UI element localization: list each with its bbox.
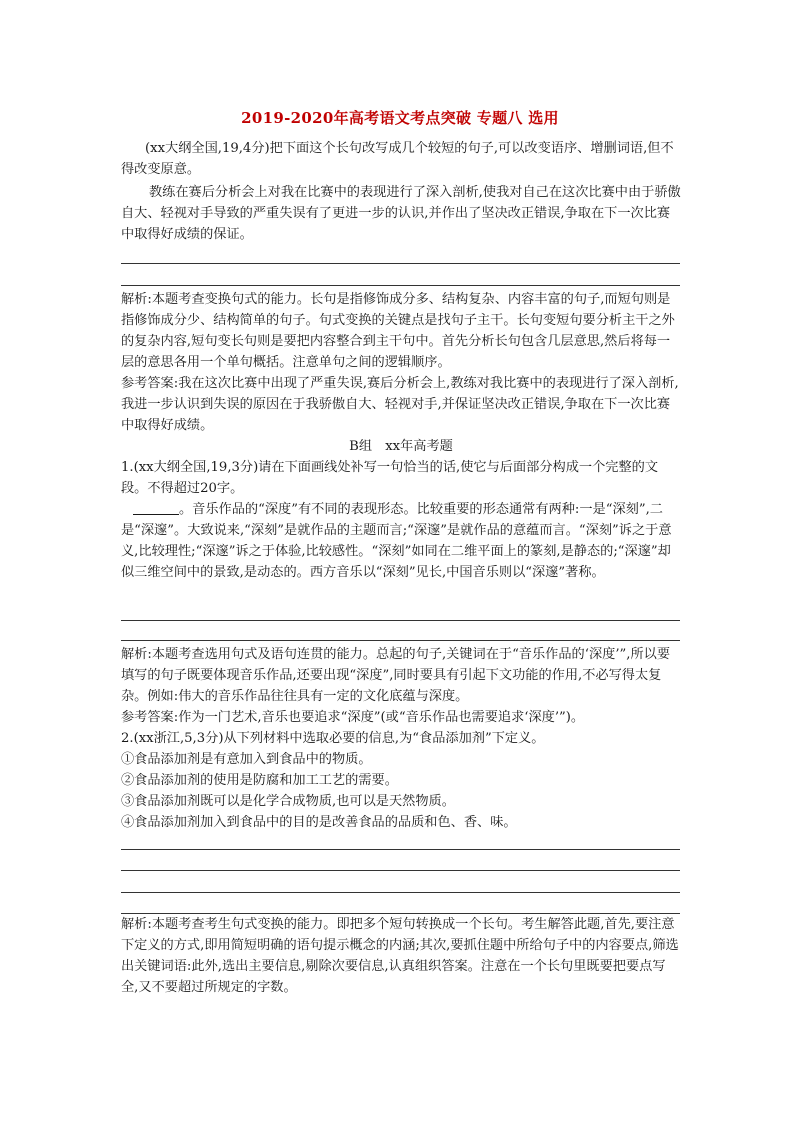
section-heading: B组 xx年高考题: [349, 439, 453, 454]
q1-question: 1.(xx大纲全国,19,3分)请在下面画线处补写一句恰当的话,使它与后面部分构成一个完整的文段。不得超过20字。: [121, 460, 659, 496]
fill-in-blank: [133, 500, 179, 515]
q2-item: ③食品添加剂既可以是化学合成物质,也可以是天然物质。: [121, 794, 455, 809]
q1-passage: [121, 499, 681, 583]
q2-item: ②食品添加剂的使用是防腐和加工工艺的需要。: [121, 773, 398, 788]
q2-item: ④食品添加剂加入到食品中的目的是改善食品的品质和色、香、味。: [121, 815, 517, 830]
answer-line: [121, 620, 680, 621]
q2-item: ①食品添加剂是有意加入到食品中的物质。: [121, 752, 372, 767]
q1-analysis: 解析:本题考查选用句式及语句连贯的能力。总起的句子,关键词在于“音乐作品的‘深度’”,所以要填写的句子既要体现音乐作品,还要出现“深度”,同时要具有引起下文功能的作用,不必写得太复杂。例如:伟大的音乐作品往往具有一定的文化底蕴与深度。: [121, 647, 671, 704]
intro-analysis: 解析:本题考查变换句式的能力。长句是指修饰成分多、结构复杂、内容丰富的句子,而短句则是指修饰成分少、结构简单的句子。句式变换的关键点是找句子主干。长句变短句要分析主干之外的复杂内容,短句变长句则是要把内容整合到主干句中。首先分析长句包含几层意思,然后将每一层的意思各用一个单句概括。注意单句之间的逻辑顺序。: [121, 292, 675, 370]
answer-line: [121, 849, 680, 850]
answer-line: [121, 640, 680, 641]
q2-analysis: 解析:本题考查考生句式变换的能力。即把多个短句转换成一个长句。考生解答此题,首先,要注意下定义的方式,即用简短明确的语句提示概念的内涵;其次,要抓住题中所给句子中的内容要点,筛选出关键词语:此外,选出主要信息,剔除次要信息,认真组织答案。注意在一个长句里既要把要点写全,又不要超过所规定的字数。: [121, 917, 679, 995]
answer-line: [121, 892, 680, 893]
intro-question: (xx大纲全国,19,4分)把下面这个长句改写成几个较短的句子,可以改变语序、增删词语,但不得改变原意。: [121, 141, 674, 177]
document-title: 2019-2020年高考语文考点突破 专题八 选用: [241, 109, 559, 127]
answer-line: [121, 263, 680, 264]
answer-line: [121, 870, 680, 871]
q2-question: 2.(xx浙江,5,3分)从下列材料中选取必要的信息,为“食品添加剂”下定义。: [121, 731, 545, 746]
q1-answer: 参考答案:作为一门艺术,音乐也要追求“深度”(或“音乐作品也需要追求‘深度’”)。: [121, 710, 585, 725]
q1-passage-text: 。音乐作品的“深度”有不同的表现形态。比较重要的形态通常有两种:一是“深刻”,二是“深邃”。大致说来,“深刻”是就作品的主题而言;“深邃”是就作品的意蕴而言。“深刻”诉之于意义,比较理性;“深邃”诉之于体验,比较感性。“深刻”如同在二维平面上的篆刻,是静态的;“深邃”却似三维空间中的景致,是动态的。西方音乐以“深刻”见长,中国音乐则以“深邃”著称。: [121, 502, 672, 580]
intro-passage: 教练在赛后分析会上对我在比赛中的表现进行了深入剖析,使我对自己在这次比赛中由于骄傲自大、轻视对手导致的严重失误有了更进一步的认识,并作出了坚决改正错误,争取在下一次比赛中取得好成绩的保证。: [121, 185, 681, 242]
answer-line: [121, 285, 680, 286]
intro-answer: 参考答案:我在这次比赛中出现了严重失误,赛后分析会上,教练对我比赛中的表现进行了深入剖析,我进一步认识到失误的原因在于我骄傲自大、轻视对手,并保证坚决改正错误,争取在下一次比赛中取得好成绩。: [121, 376, 679, 433]
